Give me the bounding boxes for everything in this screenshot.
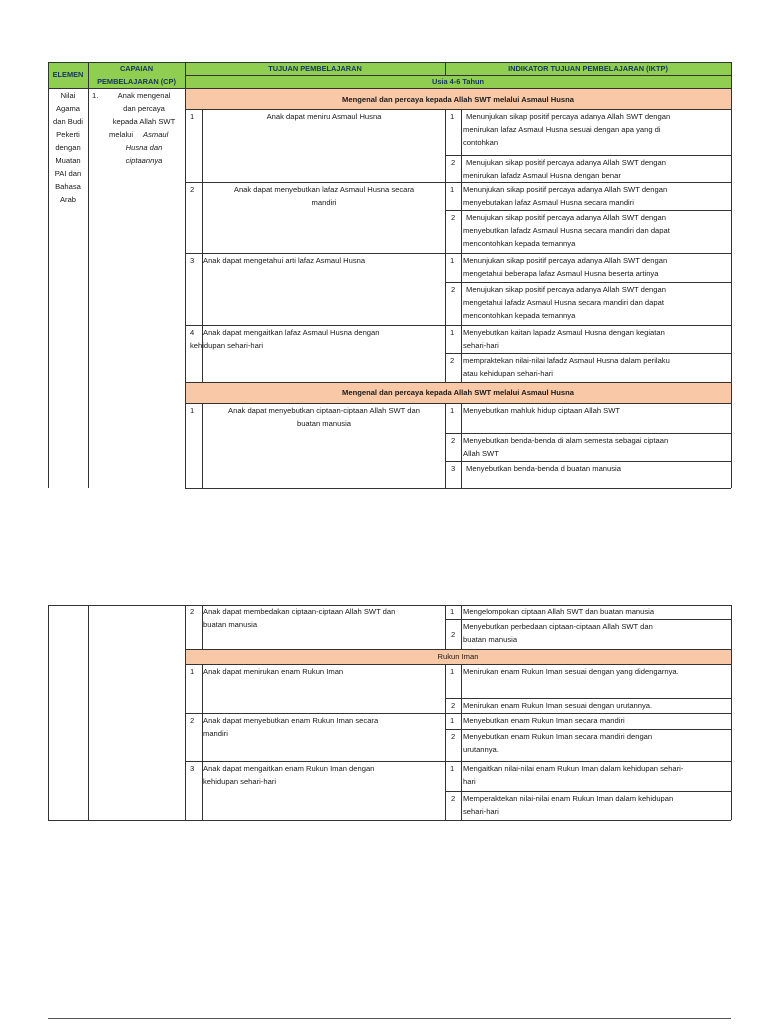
footer-rule xyxy=(48,1018,731,1019)
header-cp-line1: CAPAIAN xyxy=(119,64,154,73)
iktp-number: 1 xyxy=(450,607,455,616)
iktp-number: 2 xyxy=(451,436,456,445)
tp-text: Anak dapat menirukan enam Rukun Iman xyxy=(203,667,344,676)
tp-number: 3 xyxy=(190,764,195,773)
iktp-number: 1 xyxy=(450,716,455,725)
header-tp: TUJUAN PEMBELAJARAN xyxy=(268,64,362,73)
iktp-number: 2 xyxy=(450,356,455,365)
iktp-number: 1 xyxy=(450,256,455,265)
iktp-text: Menyebutkan mahluk hidup ciptaan Allah SWT xyxy=(463,406,621,415)
iktp-text: Mengelompokan ciptaan Allah SWT dan buatan manusia xyxy=(463,607,655,616)
document-page: ELEMEN CAPAIAN PEMBELAJARAN (CP) TUJUAN PEMBELAJARAN INDIKATOR TUJUAN PEMBELAJARAN (IKTP) Usia 4-6 Tahun Nilai Agama dan Budi Pekerti dengan Muatan PAI dan Bahasa Arab 1. Anak mengenal dan percaya kepada Allah SWT melalui Asmaul Husna dan ciptaannya Mengenal dan percaya kepada Allah SWT melalui Asmaul Husna Mengenal dan percaya kepada Allah SWT melalui Asmaul Husna 1 Anak dapat meniru Asmaul Husna 1 Menunjukan sikap positif percaya adanya Allah SWT dengan menirukan lafaz Asmaul Husna sesuai dengan apa yang di contohkan 2 Menujukan sikap positif percaya adanya Allah SWT dengan menirukan lafadz Asmaul Husna dengan benar 2 Anak dapat menyebutkan lafaz Asmaul Husna secara mandiri 1 Menunjukan sikap positif percaya adanya Allah SWT dengan menyebutakan lafaz Asmaul Husna secara mandiri 2 Menujukan sikap positif percaya adanya Allah SWT dengan menyebutkan lafadz Asmaul Husna secara mandiri dan dapat mencontohkan kepada temannya 3 Anak dapat mengetahui arti lafaz Asmaul Husna 1 Menunjukan sikap positif percaya adanya Allah SWT dengan mengetahui beberapa lafaz Asmaul Husna beserta artinya 2 Menujukan sikap positif percaya adanya Allah SWT dengan mengetahui lafadz Asmaul Husna secara mandiri dan dapat mencontohkan kepada temannya 4 Anak dapat mengaitkan lafaz Asmaul Husna dengan kehidupan sehari-hari 1 Menyebutkan kaitan lapadz Asmaul Husna dengan kegiatan sehari-hari 2 mempraktekan nilai-nilai lafadz Asmaul Husna dalam perilaku atau kehidupan sehari-hari 1 Anak dapat menyebutkan ciptaan-ciptaan Allah SWT dan buatan manusia 1 Menyebutkan mahluk hidup ciptaan Allah SWT 2 Menyebutkan benda-benda di alam semesta sebagai ciptaan Allah SWT 3 Menyebutkan benda-benda d buatan manusia 2 Anak dapat membedakan ciptaan-ciptaan Allah SWT dan buatan manusia 1 Mengelompokan ciptaan Allah SWT dan buatan manusia 2 Menyebutkan perbedaan ciptaan-ciptaan Allah SWT dan buatan manusia Rukun Iman 1 Anak dapat menirukan enam Rukun Iman 1 Menirukan enam Rukun Iman sesuai dengan yang didengarnya. 2 Menirukan enam Rukun Iman sesuai dengan urutannya. 2 Anak dapat menyebutkan enam Rukun Iman secara mandiri 1 Menyebutkan enam Rukun Iman secara mandiri 2 Menyebutkan enam Rukun Iman secara mandiri dengan urutannya. 3 Anak dapat mengaitkan enam Rukun Iman dengan kehidupan sehari-hari 1 Mengaitkan nilai-nilai enam Rukun Iman dalam kehidupan sehari- hari 2 Memperaktekan nilai-nilai enam Rukun Iman dalam kehidupan sehari-hari xyxy=(0,0,768,1024)
iktp-text: Menyebutkan benda-benda d buatan manusia xyxy=(466,464,621,473)
header-elemen: ELEMEN xyxy=(52,70,84,79)
tp-number: 1 xyxy=(190,667,195,676)
iktp-number: 1 xyxy=(450,328,455,337)
tp-number: 4 xyxy=(190,328,195,337)
iktp-number: 2 xyxy=(451,732,456,741)
section-title-ciptaan: Mengenal dan percaya kepada Allah SWT melalui Asmaul Husna xyxy=(342,388,574,397)
iktp-number: 1 xyxy=(450,406,455,415)
iktp-number: 2 xyxy=(451,630,456,639)
cp-number: 1. xyxy=(92,91,99,100)
header-cp-line2: PEMBELAJARAN (CP) xyxy=(97,77,176,86)
iktp-text: Menirukan enam Rukun Iman sesuai dengan urutannya. xyxy=(463,701,653,710)
iktp-number: 1 xyxy=(450,185,455,194)
section-title-asmaul-husna: Mengenal dan percaya kepada Allah SWT melalui Asmaul Husna xyxy=(342,95,574,104)
header-iktp: INDIKATOR TUJUAN PEMBELAJARAN (IKTP) xyxy=(508,64,668,73)
tp-text: Anak dapat mengetahui arti lafaz Asmaul Husna xyxy=(203,256,366,265)
tp-number: 1 xyxy=(190,112,195,121)
iktp-number: 2 xyxy=(451,213,456,222)
iktp-number: 2 xyxy=(451,285,456,294)
tp-text: Anak dapat meniru Asmaul Husna xyxy=(266,112,382,121)
section-title-rukun-iman: Rukun Iman xyxy=(437,652,479,661)
iktp-number: 1 xyxy=(450,112,455,121)
iktp-number: 2 xyxy=(451,794,456,803)
iktp-text: Menirukan enam Rukun Iman sesuai dengan yang didengarnya. xyxy=(463,667,679,676)
tp-number: 2 xyxy=(190,185,195,194)
header-usia: Usia 4-6 Tahun xyxy=(431,77,485,86)
iktp-number: 1 xyxy=(450,764,455,773)
iktp-text: Menyebutkan enam Rukun Iman secara mandiri xyxy=(463,716,625,725)
iktp-number: 2 xyxy=(451,158,456,167)
tp-number: 3 xyxy=(190,256,195,265)
iktp-number: 2 xyxy=(451,701,456,710)
tp-number: 1 xyxy=(190,406,195,415)
iktp-number: 1 xyxy=(450,667,455,676)
tp-number: 2 xyxy=(190,607,195,616)
iktp-number: 3 xyxy=(451,464,456,473)
tp-number: 2 xyxy=(190,716,195,725)
